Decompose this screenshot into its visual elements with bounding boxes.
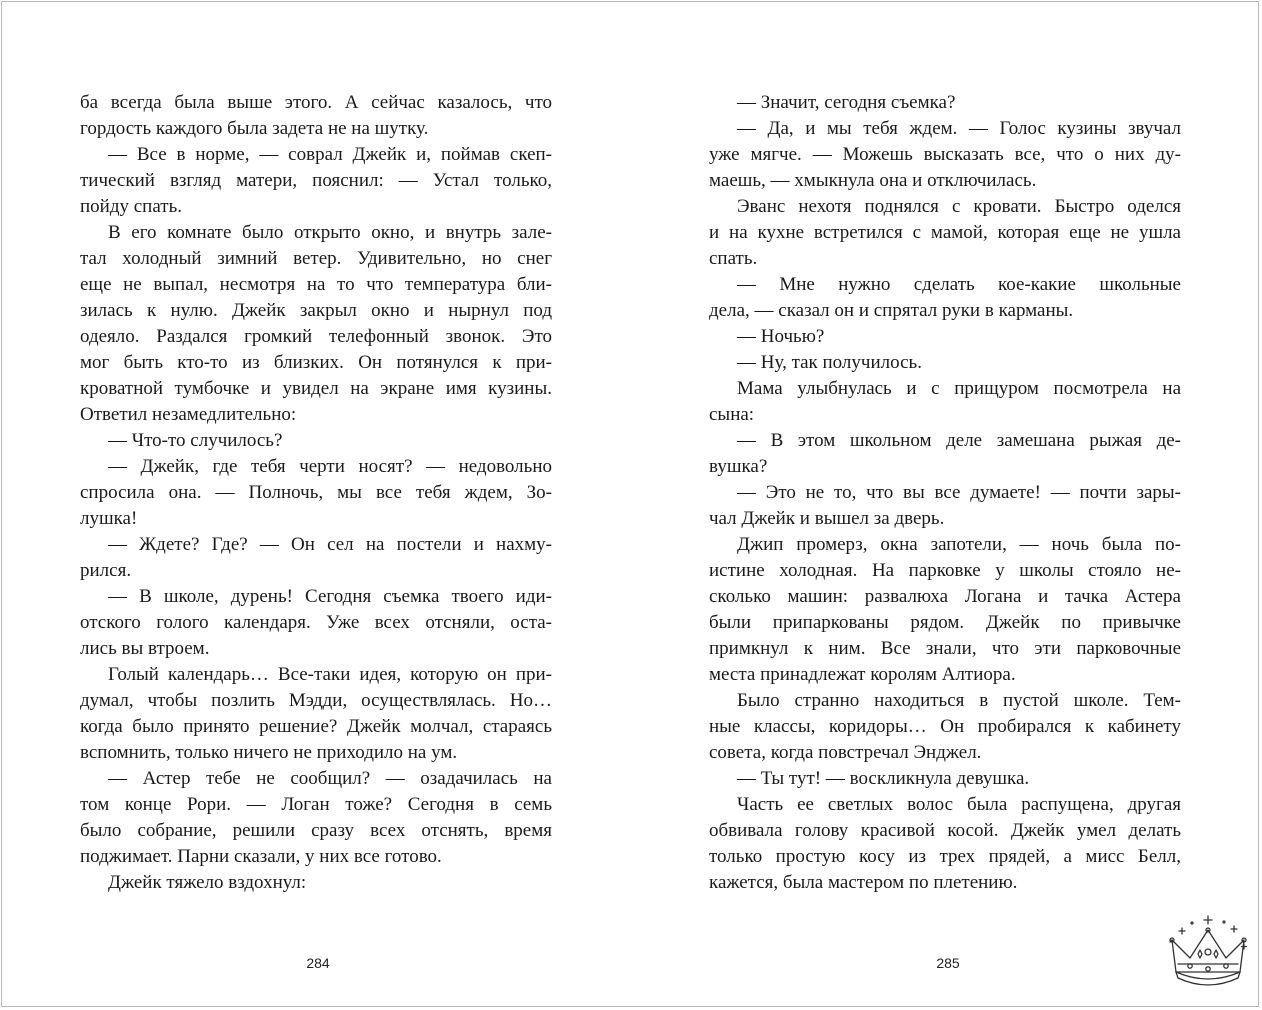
- right-page-line: и на кухне встретился с мамой, которая еще не ушла: [709, 222, 1181, 243]
- left-page-line: — Что-то случилось?: [108, 430, 283, 451]
- right-page-line: дела, — сказал он и спрятал руки в карманы.: [709, 300, 1074, 321]
- left-page-line: лушка!: [80, 508, 138, 529]
- right-page-line: чал Джейк и вышел за дверь.: [709, 508, 945, 529]
- right-page-line: ные классы, коридоры… Он пробирался к кабинету: [709, 716, 1181, 737]
- left-page-line: пойду спать.: [80, 196, 183, 217]
- right-page-line: маешь, — хмыкнула она и отключилась.: [709, 170, 1037, 191]
- left-page-number: 284: [306, 955, 330, 971]
- right-page-line: — Ты тут! — воскликнула девушка.: [737, 768, 1030, 789]
- right-page-line: — Это не то, что вы все думаете! — почти зары-: [737, 482, 1181, 503]
- right-page-line: сына:: [709, 404, 755, 425]
- right-page-number: 285: [936, 955, 960, 971]
- left-page-line: думал, чтобы позлить Мэдди, осуществлялась. Но…: [80, 690, 552, 711]
- right-page-line: обвивала голову красивой косой. Джейк умел делать: [709, 820, 1181, 841]
- left-page-line: зилась к нулю. Джейк закрыл окно и нырнул под: [80, 300, 552, 321]
- right-page-line: Эванс нехотя поднялся с кровати. Быстро оделся: [737, 196, 1181, 217]
- right-page-line: примкнул к ним. Все знали, что эти парковочные: [709, 638, 1181, 659]
- right-page-line: Джип промерз, окна запотели, — ночь была по-: [737, 534, 1181, 555]
- right-page-line: вушка?: [709, 456, 768, 477]
- left-page-line: еще не выпал, несмотря на то что температура бли-: [80, 274, 552, 295]
- right-page-line: спать.: [709, 248, 758, 269]
- left-page-line: Джейк тяжело вздохнул:: [108, 872, 307, 893]
- left-page-line: лись вы втроем.: [80, 638, 210, 659]
- left-page-line: вспомнить, только ничего не приходило на ум.: [80, 742, 458, 763]
- left-page-line: тал холодный зимний ветер. Удивительно, но снег: [80, 248, 552, 269]
- right-page-line: Часть ее светлых волос была распущена, другая: [737, 794, 1181, 815]
- right-page-line: были припаркованы рядом. Джейк по привычке: [709, 612, 1181, 633]
- right-page-line: — В этом школьном деле замешана рыжая де-: [737, 430, 1181, 451]
- left-page-line: мог быть кто-то из близких. Он потянулся к при-: [80, 352, 552, 373]
- left-page-line: поджимает. Парни сказали, у них все готово.: [80, 846, 442, 867]
- left-page-line: том конце Рори. — Логан тоже? Сегодня в семь: [80, 794, 552, 815]
- left-page-line: Голый календарь… Все-таки идея, которую он при-: [108, 664, 552, 685]
- right-page-line: — Ночью?: [737, 326, 825, 347]
- right-page-line: — Ну, так получилось.: [737, 352, 922, 373]
- right-page-text: [709, 90, 1181, 896]
- left-page-line: одеяло. Раздался громкий телефонный звонок. Это: [80, 326, 552, 347]
- left-page-line: — В школе, дурень! Сегодня съемка твоего иди-: [108, 586, 552, 607]
- left-page-line: — Все в норме, — соврал Джейк и, поймав скеп-: [108, 144, 552, 165]
- left-page-line: было собрание, решили сразу всех отснять, время: [80, 820, 552, 841]
- right-page-line: сколько машин: развалюха Логана и тачка Астера: [709, 586, 1181, 607]
- left-page-line: кроватной тумбочке и увидел на экране имя кузины.: [80, 378, 552, 399]
- right-page-line: совета, когда повстречал Энджел.: [709, 742, 982, 763]
- left-page-line: В его комнате было открыто окно, и внутрь зале-: [108, 222, 552, 243]
- left-page-line: когда было принято решение? Джейк молчал, стараясь: [80, 716, 552, 737]
- crown-icon: [1162, 914, 1254, 994]
- left-page-line: — Ждете? Где? — Он сел на постели и нахму-: [108, 534, 552, 555]
- left-page-line: тический взгляд матери, пояснил: — Устал только,: [80, 170, 552, 191]
- left-page-line: ба всегда была выше этого. А сейчас казалось, что: [80, 92, 552, 113]
- left-page-line: рился.: [80, 560, 132, 581]
- left-page-line: отского голого календаря. Уже всех отсняли, оста-: [80, 612, 552, 633]
- left-page-line: гордость каждого была задета не на шутку.: [80, 118, 429, 139]
- right-page-line: — Значит, сегодня съемка?: [737, 92, 956, 113]
- right-page-line: — Да, и мы тебя ждем. — Голос кузины звучал: [737, 118, 1181, 139]
- right-page-line: Мама улыбнулась и с прищуром посмотрела на: [737, 378, 1181, 399]
- right-page-line: кажется, была мастером по плетению.: [709, 872, 1018, 893]
- right-page-line: истине холодная. На парковке у школы стояло не-: [709, 560, 1181, 581]
- left-page-line: — Джейк, где тебя черти носят? — недовольно: [108, 456, 552, 477]
- left-page-line: Ответил незамедлительно:: [80, 404, 297, 425]
- right-page-line: только простую косу из трех прядей, а мисс Белл,: [709, 846, 1181, 867]
- left-page-line: спросила она. — Полночь, мы все тебя ждем, Зо-: [80, 482, 552, 503]
- book-spread: [1, 1, 1259, 1007]
- left-page-text: [80, 90, 552, 896]
- right-page-line: места принадлежат королям Алтиора.: [709, 664, 1016, 685]
- right-page-line: уже мягче. — Можешь высказать все, что о них ду-: [709, 144, 1181, 165]
- right-page-line: — Мне нужно сделать кое-какие школьные: [737, 274, 1181, 295]
- left-page-line: — Астер тебе не сообщил? — озадачилась на: [108, 768, 552, 789]
- right-page-line: Было странно находиться в пустой школе. Тем-: [737, 690, 1181, 711]
